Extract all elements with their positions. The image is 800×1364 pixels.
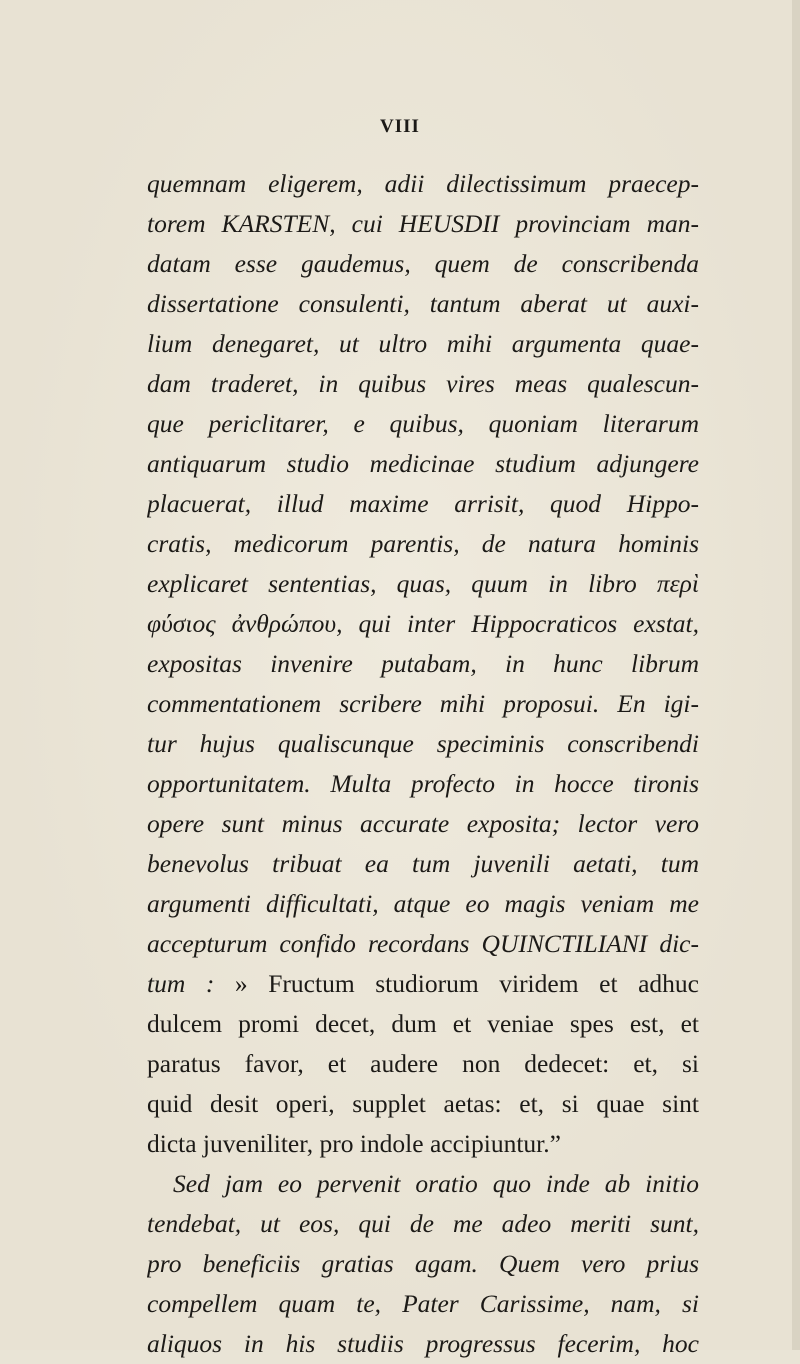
text-line <box>147 684 699 724</box>
text-line <box>147 404 699 444</box>
text-segment: » Fructum studiorum viridem et adhuc <box>234 969 699 998</box>
text-segment: pro beneficiis gratias agam. Quem vero prius <box>147 1249 699 1278</box>
text-segment: aliquos in his studiis progressus fecerim, hoc <box>147 1329 699 1358</box>
text-segment: Sed jam eo pervenit oratio quo inde ab initio <box>173 1169 699 1198</box>
text-segment: compellem quam te, Pater Carissime, nam, si <box>147 1289 699 1318</box>
body-text <box>147 164 699 1364</box>
text-segment: expositas invenire putabam, in hunc librum <box>147 649 699 678</box>
text-segment: dulcem promi decet, dum et veniae spes est, et <box>147 1009 699 1038</box>
text-line <box>147 764 699 804</box>
text-line <box>147 884 699 924</box>
text-line <box>147 964 699 1004</box>
text-line <box>147 324 699 364</box>
text-line <box>147 844 699 884</box>
text-line <box>147 284 699 324</box>
text-segment: argumenti difficultati, atque eo magis veniam me <box>147 889 699 918</box>
text-line <box>147 484 699 524</box>
text-line <box>147 1084 699 1124</box>
text-line <box>147 1324 699 1364</box>
text-line <box>147 564 699 604</box>
text-segment: φύσιος ἀνθρώπου, qui inter Hippocraticos exstat, <box>147 609 699 638</box>
text-line <box>147 1204 699 1244</box>
text-line <box>147 1244 699 1284</box>
text-segment: antiquarum studio medicinae studium adjungere <box>147 449 699 478</box>
text-segment: dissertatione consulenti, tantum aberat ut auxi- <box>147 289 699 318</box>
text-line <box>147 444 699 484</box>
text-segment: accepturum confido recordans QUINCTILIANI dic- <box>147 929 699 958</box>
text-segment: torem KARSTEN, cui HEUSDII provinciam man- <box>147 209 699 238</box>
text-segment: placuerat, illud maxime arrisit, quod Hippo- <box>147 489 699 518</box>
text-line <box>147 204 699 244</box>
text-segment: quid desit operi, supplet aetas: et, si quae sint <box>147 1089 699 1118</box>
text-line <box>147 724 699 764</box>
text-line <box>147 1044 699 1084</box>
text-segment: datam esse gaudemus, quem de conscribenda <box>147 249 699 278</box>
text-segment: paratus favor, et audere non dedecet: et, si <box>147 1049 699 1078</box>
text-line <box>147 1004 699 1044</box>
text-line <box>147 164 699 204</box>
text-line <box>147 1164 699 1204</box>
text-line <box>147 924 699 964</box>
text-segment: cratis, medicorum parentis, de natura hominis <box>147 529 699 558</box>
text-segment: opportunitatem. Multa profecto in hocce tironis <box>147 769 699 798</box>
text-segment: tum : <box>147 969 235 998</box>
text-line <box>147 364 699 404</box>
page-number: VIII <box>380 116 420 137</box>
text-segment: commentationem scribere mihi proposui. En igi- <box>147 689 699 718</box>
text-line <box>147 524 699 564</box>
text-line <box>147 804 699 844</box>
text-segment: quemnam eligerem, adii dilectissimum praecep- <box>147 169 699 198</box>
text-segment: benevolus tribuat ea tum juvenili aetati, tum <box>147 849 699 878</box>
text-segment: lium denegaret, ut ultro mihi argumenta quae- <box>147 329 699 358</box>
text-segment: que periclitarer, e quibus, quoniam literarum <box>147 409 699 438</box>
text-line <box>147 644 699 684</box>
text-segment: tur hujus qualiscunque speciminis conscribendi <box>147 729 699 758</box>
text-line <box>147 244 699 284</box>
text-line <box>147 604 699 644</box>
text-line <box>147 1124 699 1164</box>
text-segment: opere sunt minus accurate exposita; lector vero <box>147 809 699 838</box>
page-edge <box>792 0 800 1350</box>
text-line <box>147 1284 699 1324</box>
text-segment: explicaret sententias, quas, quum in libro περὶ <box>147 569 699 598</box>
text-segment: tendebat, ut eos, qui de me adeo meriti sunt, <box>147 1209 699 1238</box>
text-segment: dicta juveniliter, pro indole accipiuntur.” <box>147 1129 561 1158</box>
text-segment: dam traderet, in quibus vires meas qualescun- <box>147 369 699 398</box>
